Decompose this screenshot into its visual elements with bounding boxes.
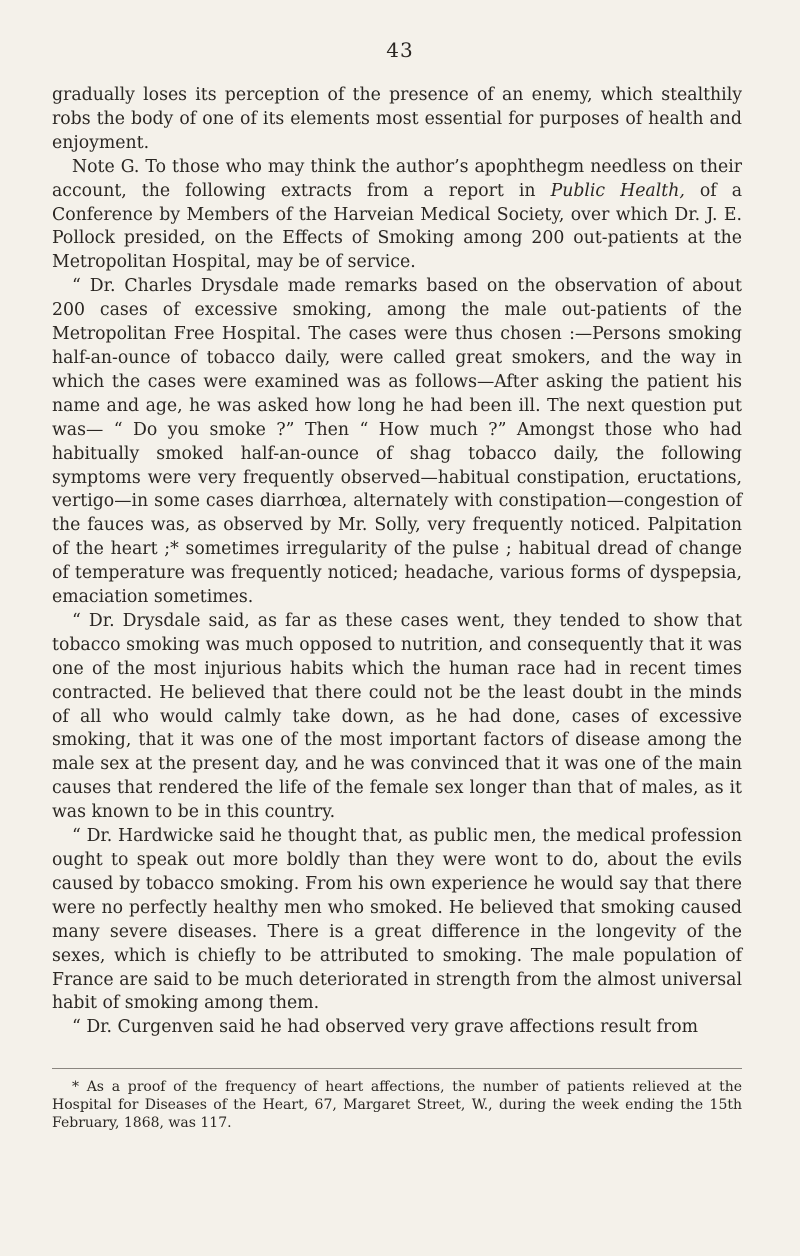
footnote: * As a proof of the frequency of heart affections, the number of patients relieved at the Hospital for Diseases of the Heart, 67, Margaret Street, W., during the week ending the 15th February, 1868, was 117. [52, 1079, 742, 1131]
paragraph-curgenven: “ Dr. Curgenven said he had observed very grave affections result from [72, 1017, 699, 1038]
body-text [52, 84, 742, 1040]
paragraph-continuation: gradually loses its perception of the presence of an enemy, which stealthily robs the body of one of its elements most essential for purposes of health and enjoyment. [52, 85, 742, 153]
journal-title: Public Health, [550, 180, 685, 201]
page-number: 43 [386, 38, 414, 62]
paragraph-hardwicke: “ Dr. Hardwicke said he thought that, as public men, the medical profession ought to speak out more boldly than they were wont to do, about the evils caused by tobacco smoking. From his own experience he would say that there were no perfectly healthy men who smoked. He believed that smoking caused many severe diseases. There is a great difference in the longevity of the sexes, which is chiefly to be attributed to smoking. The male population of France are said to be much deteriorated in strength from the almost universal habit of smoking among them. [52, 826, 742, 1014]
paragraph-note-g [52, 156, 742, 276]
note-g-lead: Note G. To those who may think the author’s apophthegm needless on their account, the following extracts from a report in [52, 156, 742, 201]
paragraph-drysdale-remarks: “ Dr. Charles Drysdale made remarks based on the observation of about 200 cases of excessive smoking, among the male out-patients of the Metropolitan Free Hospital. The cases were thus chosen :—Persons smoking half-an-ounce of tobacco daily, were called great smokers, and the way in which the cases were examined was as follows—After asking the patient his name and age, he was asked how long he had been ill. The next question put was— “ Do you smoke ?” Then “ How much ?” Amongst those who had habitually smoked half-an-ounce of shag tobacco daily, the following symptoms were very frequently observed—habitual constipation, eructations, vertigo—in some cases diarrhœa, alternately with constipation—congestion of the fauces was, as observed by Mr. Solly, very frequently noticed. Palpitation of the heart ;* sometimes irregularity of the pulse ; habitual dread of change of temperature was frequently noticed; headache, various forms of dyspepsia, emaciation sometimes. [52, 276, 742, 608]
paragraph-drysdale-said: “ Dr. Drysdale said, as far as these cases went, they tended to show that tobacco smoking was much opposed to nutrition, and consequently that it was one of the most injurious habits which the human race had in recent times contracted. He believed that there could not be the least doubt in the minds of all who would calmly take down, as he had done, cases of excessive smoking, that it was one of the most important factors of disease among the male sex at the present day, and he was convinced that it was one of the main causes that rendered the life of the female sex longer than that of males, as it was known to be in this country. [52, 610, 742, 823]
note-g-rest: of a Conference by Members of the Harveian Medical Society, over which Dr. J. E. Pollock presided, on the Effects of Smoking among 200 out-patients at the Metropolitan Hospital, may be of service. [52, 180, 742, 273]
footnote-divider [52, 1068, 742, 1069]
